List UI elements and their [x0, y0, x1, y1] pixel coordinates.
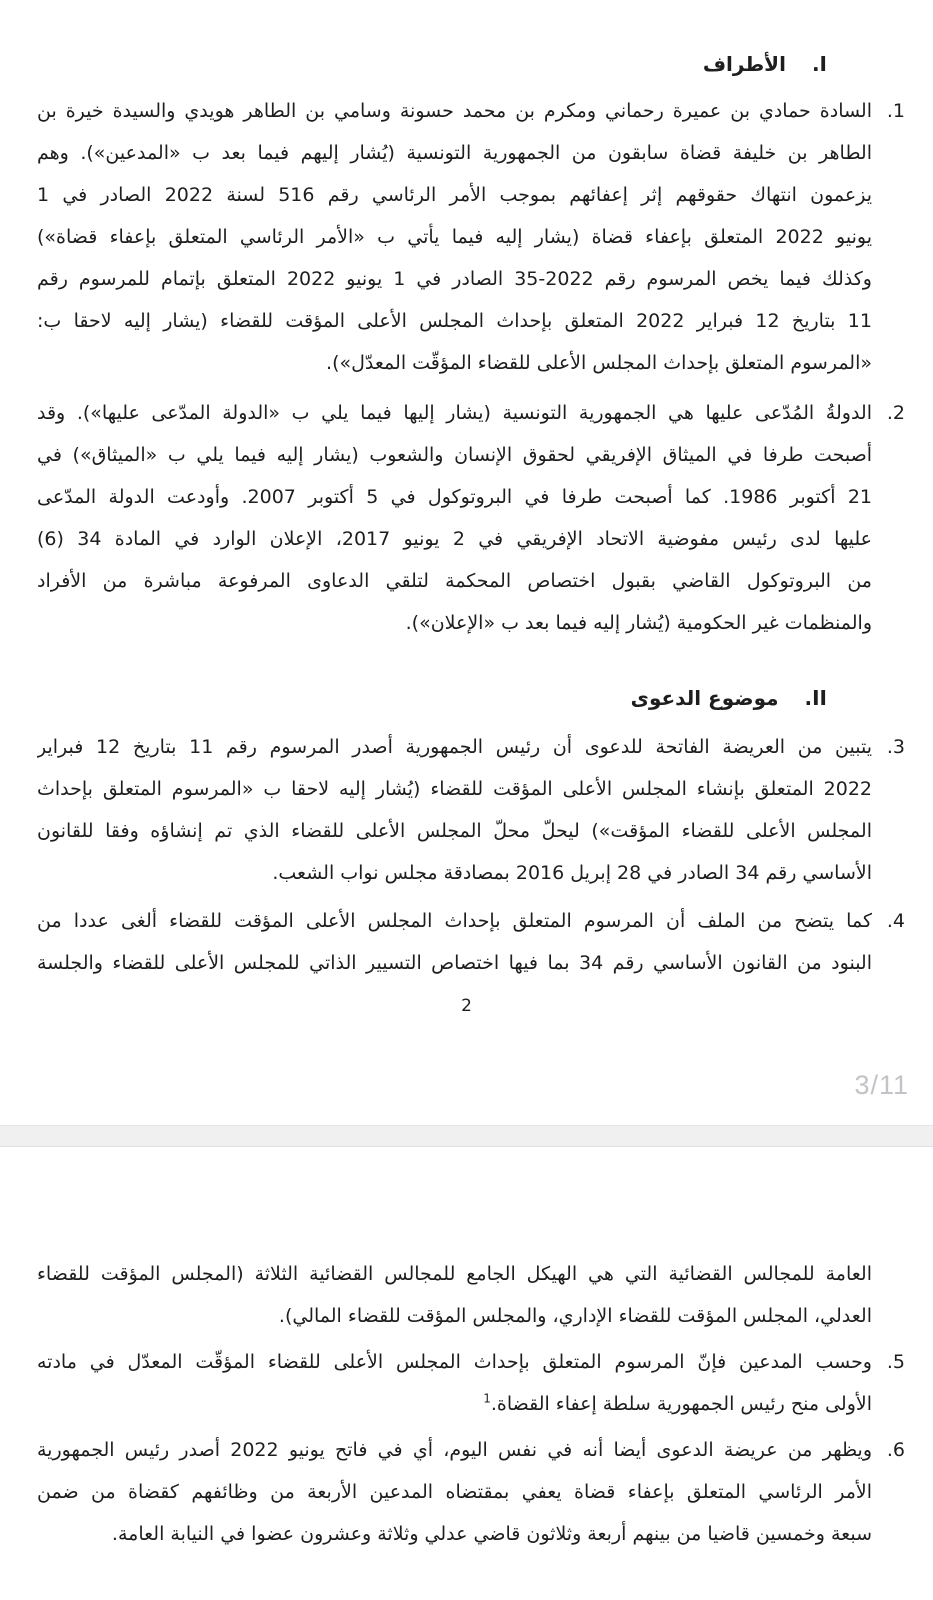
page-indicator: 3/11: [854, 1070, 909, 1100]
page-separator: [0, 1125, 933, 1147]
section-heading-parties: [37, 44, 827, 84]
paragraph-4-continuation: [37, 1253, 905, 1337]
text-line: 11 بتاريخ 12 فبراير 2022 المتعلق بإحداث المجلس الأعلى المؤقت للقضاء (يشار إليه لاحقا ب:: [37, 310, 872, 332]
text-line: 21 أكتوبر 1986. كما أصبحت طرفا في البروتوكول في 5 أكتوبر 2007. وأودعت الدولة المدّعى: [37, 486, 872, 508]
section-title: موضوع الدعوى: [630, 686, 779, 710]
paragraph-5: [37, 1341, 905, 1425]
printed-page-number: 2: [461, 996, 472, 1016]
text-line: العامة للمجالس القضائية التي هي الهيكل الجامع للمجالس القضائية الثلاثة (المجلس المؤقت للقضاء: [37, 1263, 872, 1285]
text-line: السادة حمادي بن عميرة رحماني ومكرم بن محمد حسونة وسامي بن الطاهر هويدي والسيدة خيرة بن: [37, 100, 872, 122]
section-title: الأطراف: [702, 52, 786, 76]
paragraph-4: [37, 900, 905, 984]
paragraph-number: 3.: [886, 736, 905, 758]
text-line: يتبين من العريضة الفاتحة للدعوى أن رئيس الجمهورية أصدر المرسوم رقم 11 بتاريخ 12 فبراير: [37, 736, 872, 758]
section-number: I.: [811, 52, 827, 76]
text-line: ويظهر من عريضة الدعوى أيضا أنه في نفس اليوم، أي في فاتح يونيو 2022 أصدر رئيس الجمهورية: [37, 1439, 872, 1461]
text-line: الأساسي رقم 34 الصادر في 28 إبريل 2016 بمصادقة مجلس نواب الشعب.: [272, 862, 872, 884]
text-line: سبعة وخمسين قاضيا من بينهم أربعة وثلاثون قاضي عدلي وثلاثة وعشرون عضوا في النيابة العامة.: [111, 1523, 872, 1545]
paragraph-number: 1.: [886, 100, 905, 122]
text-line: الدولةُ المُدّعى عليها هي الجمهورية التونسية (يشار إليها فيما يلي ب «الدولة المدّعى عليها»). وقد: [37, 402, 872, 424]
paragraph-6: [37, 1429, 905, 1555]
text-line: وكذلك فيما يخص المرسوم رقم 2022-35 الصادر في 1 يونيو 2022 المتعلق بإتمام للمرسوم رقم: [37, 268, 872, 290]
text-line: [37, 1383, 872, 1425]
section-number: II.: [804, 686, 827, 710]
paragraph-number: 4.: [886, 910, 905, 932]
text-line: من البروتوكول القاضي بقبول اختصاص المحكمة لتلقي الدعاوى المرفوعة مباشرة من الأفراد: [37, 570, 872, 592]
paragraph-number: 5.: [886, 1351, 905, 1373]
text-line: البنود من القانون الأساسي رقم 34 بما فيها اختصاص التسيير الذاتي للمجلس الأعلى للقضاء والجلسة: [37, 952, 872, 974]
text-segment: الأولى منح رئيس الجمهورية سلطة إعفاء القضاة.: [490, 1393, 872, 1415]
text-line: 2022 المتعلق بإنشاء المجلس الأعلى المؤقت للقضاء (يُشار إليه لاحقا ب «المرسوم المتعلق بإحداث: [37, 778, 872, 800]
paragraph-2: [37, 392, 905, 644]
text-line: عليها لدى رئيس مفوضية الاتحاد الإفريقي في 2 يونيو 2017، الإعلان الوارد في المادة 34 (6): [37, 528, 872, 550]
document-page-2: [0, 1147, 933, 1600]
text-line: أصبحت طرفا في الميثاق الإفريقي لحقوق الإنسان والشعوب (يشار إليه فيما يلي ب «الميثاق») في: [37, 444, 872, 466]
text-line: المجلس الأعلى للقضاء المؤقت») ليحلّ محلّ المجلس الأعلى للقضاء الذي تم إنشاؤه وفقا للقانون: [37, 820, 872, 842]
text-line: كما يتضح من الملف أن المرسوم المتعلق بإحداث المجلس الأعلى المؤقت للقضاء ألغى عددا من: [37, 910, 872, 932]
text-line: يونيو 2022 المتعلق بإعفاء قضاة (يشار إليه فيما يأتي ب «الأمر الرئاسي المتعلق بإعفاء قضاة»): [37, 226, 872, 248]
paragraph-number: 2.: [886, 402, 905, 424]
text-line: الأمر الرئاسي المتعلق بإعفاء قضاة يعفي بمقتضاه المدعين الأربعة من وظائفهم كقضاة من ضمن: [37, 1481, 872, 1503]
text-line: والمنظمات غير الحكومية (يُشار إليه فيما بعد ب «الإعلان»).: [405, 612, 872, 634]
paragraph-number: 6.: [886, 1439, 905, 1461]
footnote-marker: 1: [483, 1391, 491, 1406]
text-line: «المرسوم المتعلق بإحداث المجلس الأعلى للقضاء المؤقّت المعدّل»).: [326, 352, 872, 374]
paragraph-1: [37, 90, 905, 384]
text-line: وحسب المدعين فإنّ المرسوم المتعلق بإحداث المجلس الأعلى للقضاء المؤقّت المعدّل في مادته: [37, 1351, 872, 1373]
paragraph-3: [37, 726, 905, 894]
text-line: الطاهر بن خليفة قضاة سابقون من الجمهورية التونسية (يُشار إليهم فيما بعد ب «المدعين»). وهم: [37, 142, 872, 164]
section-heading-subject: [37, 678, 827, 718]
text-line: العدلي، المجلس المؤقت للقضاء الإداري، والمجلس المؤقت للقضاء المالي).: [278, 1305, 872, 1327]
text-line: يزعمون انتهاك حقوقهم إثر إعفائهم بموجب الأمر الرئاسي رقم 516 لسنة 2022 الصادر في 1: [37, 184, 872, 206]
